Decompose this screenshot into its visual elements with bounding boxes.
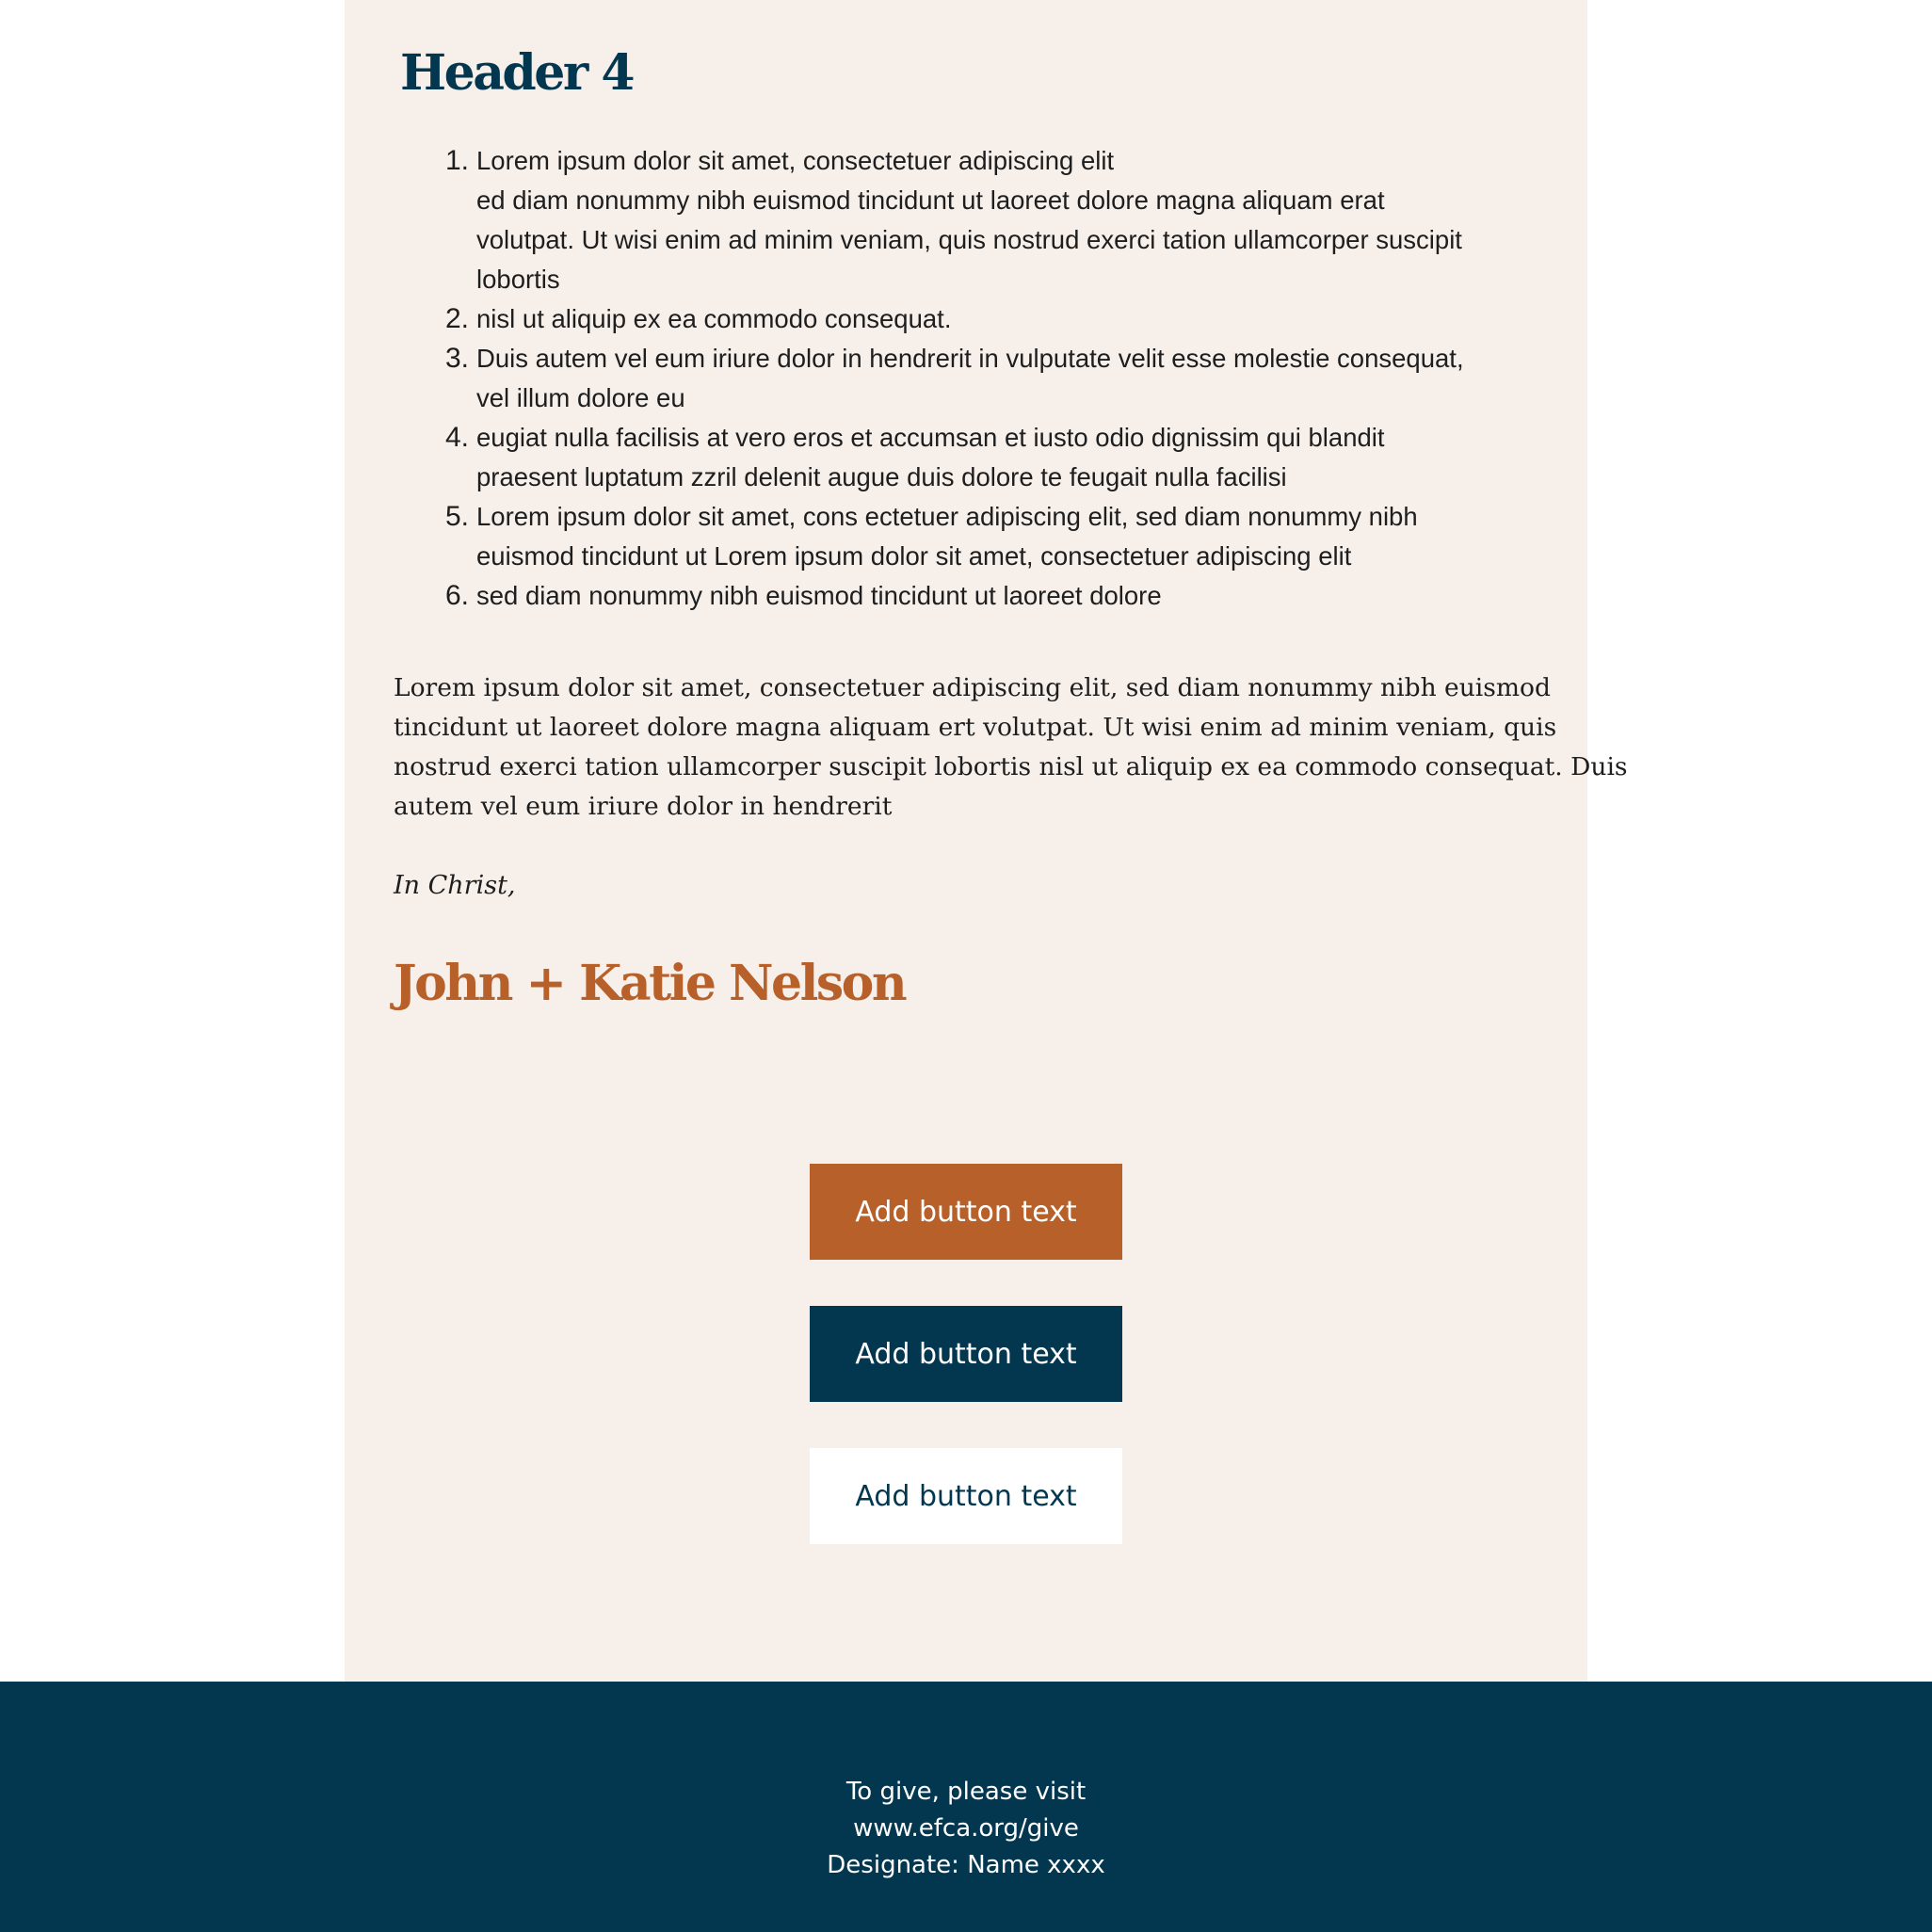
list-item-text: praesent luptatum zzril delenit augue duis dolore te feugait nulla facilisi [476, 462, 1287, 491]
list-item-text: Lorem ipsum dolor sit amet, cons ectetuer adipiscing elit, sed diam nonummy nibh [476, 502, 1418, 531]
list-item [444, 299, 1540, 339]
footer-designate: Designate: Name xxxx [827, 1851, 1105, 1879]
list-item [444, 141, 1540, 299]
list-item [444, 339, 1540, 418]
body-paragraph-line: Lorem ipsum dolor sit amet, consectetuer adipiscing elit, sed diam nonummy nibh euismod [394, 673, 1551, 702]
list-item-text: Duis autem vel eum iriure dolor in hendrerit in vulputate velit esse molestie consequat, [476, 344, 1464, 373]
signature-name: John + Katie Nelson [394, 955, 906, 1012]
list-item-text: eugiat nulla facilisis at vero eros et accumsan et iusto odio dignissim qui blandit [476, 423, 1385, 452]
footer-give-info [0, 1774, 1932, 1884]
footer [0, 1682, 1932, 1932]
numbered-list [444, 141, 1540, 616]
footer-give-label: To give, please visit [845, 1778, 1087, 1806]
section-heading: Header 4 [400, 44, 634, 102]
content-panel [345, 0, 1628, 1682]
list-item-number: 4. [444, 422, 469, 453]
list-item [444, 418, 1540, 497]
body-paragraph [394, 668, 1628, 827]
list-item-text: euismod tincidunt ut Lorem ipsum dolor sit amet, consectetuer adipiscing elit [476, 541, 1352, 571]
body-paragraph-line: nostrud exerci tation ullamcorper suscipit lobortis nisl ut aliquip ex ea commodo consequat. Duis [394, 752, 1628, 781]
list-item-number: 1. [444, 145, 469, 176]
primary-cta-button[interactable]: Add button text [810, 1164, 1122, 1260]
list-item-text: lobortis [476, 265, 560, 294]
list-item-text: ed diam nonummy nibh euismod tincidunt ut laoreet dolore magna aliquam erat [476, 185, 1385, 215]
list-item-text: Lorem ipsum dolor sit amet, consectetuer adipiscing elit [476, 146, 1115, 175]
list-item [444, 497, 1540, 576]
list-item-number: 2. [444, 303, 469, 334]
closing-salutation: In Christ, [394, 871, 516, 900]
list-item-text: nisl ut aliquip ex ea commodo consequat. [476, 304, 952, 333]
list-item-number: 5. [444, 501, 469, 532]
list-item-number: 6. [444, 580, 469, 611]
list-item-text: vel illum dolore eu [476, 383, 685, 412]
list-item-number: 3. [444, 343, 469, 374]
list-item-text: sed diam nonummy nibh euismod tincidunt ut laoreet dolore [476, 581, 1162, 610]
list-item-text: volutpat. Ut wisi enim ad minim veniam, quis nostrud exerci tation ullamcorper suscipit [476, 225, 1462, 254]
list-item [444, 576, 1540, 616]
footer-give-link[interactable]: www.efca.org/give [853, 1814, 1079, 1843]
body-paragraph-line: autem vel eum iriure dolor in hendrerit [394, 792, 893, 821]
body-paragraph-line: tincidunt ut laoreet dolore magna aliquam ert volutpat. Ut wisi enim ad minim veniam, quis [394, 713, 1557, 742]
secondary-cta-button[interactable]: Add button text [810, 1306, 1122, 1402]
tertiary-cta-button[interactable]: Add button text [810, 1448, 1122, 1544]
